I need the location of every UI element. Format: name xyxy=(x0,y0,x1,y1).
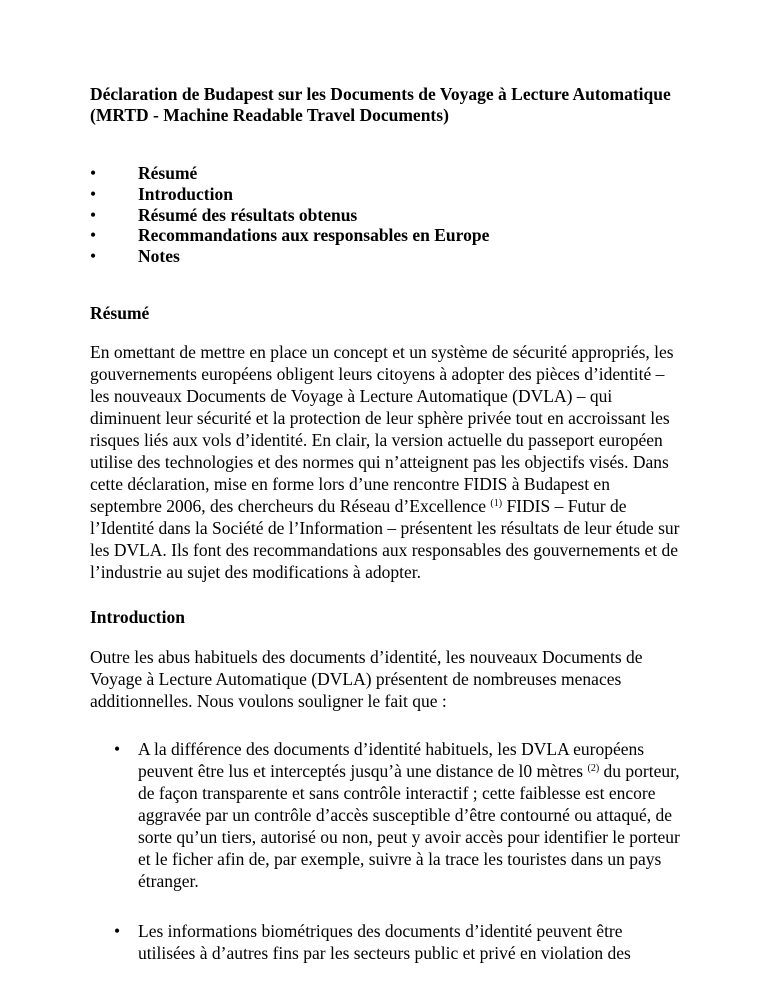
bullet-icon: • xyxy=(114,739,121,759)
threat-list-continued xyxy=(114,920,682,964)
resume-text-continued: FIDIS – Futur de l’Identité dans la Société de l’Information – présentent les résultats de leur étude sur les DVLA. Ils font des recommandations aux responsables des gouvernements et de l’industrie au sujet des modifications à adopter. xyxy=(90,496,680,582)
resume-paragraph xyxy=(90,341,684,583)
list-item-text: A la différence des documents d’identité habituels, les DVLA européens peuvent être lus et interceptés jusqu’à une distance de l0 mètres xyxy=(138,739,645,781)
toc-item-resultats[interactable] xyxy=(90,205,489,226)
toc-label: Résumé xyxy=(138,163,198,183)
toc-label: Résumé des résultats obtenus xyxy=(138,204,358,225)
bullet-icon: • xyxy=(114,921,121,941)
bullet-icon: • xyxy=(90,225,97,246)
resume-text: En omettant de mettre en place un concept et un système de sécurité appropriés, les gouvernements européens obligent leurs citoyens à adopter des pièces d’identité – les nouveaux Documents de Voyage à Lecture Automatique (DVLA) – qui diminuent leur sécurité et la protection de leur sphère privée tout en accroissant les risques liés aux vols d’identité. En clair, la version actuelle du passeport européen utilise des technologies et des normes qui n’atteignent pas les objectifs visés. Dans cette déclaration, mise en forme lors d’une rencontre FIDIS à Budapest en septembre 2006, des chercheurs du Réseau d’Excellence xyxy=(90,342,674,516)
toc-item-resume[interactable] xyxy=(90,163,489,184)
toc-item-notes[interactable] xyxy=(90,246,489,267)
note-marker-1[interactable]: (1) xyxy=(490,498,503,509)
toc-item-recommandations[interactable] xyxy=(90,225,489,246)
threat-list xyxy=(114,738,682,892)
bullet-icon: • xyxy=(90,183,97,204)
note-marker-2[interactable]: (2) xyxy=(587,763,600,774)
bullet-icon: • xyxy=(90,204,97,225)
section-heading-resume: Résumé xyxy=(90,303,150,323)
document-title: Déclaration de Budapest sur les Documents de Voyage à Lecture Automatique (MRTD - Machine Readable Travel Documents) xyxy=(90,84,671,125)
toc-label: Notes xyxy=(138,246,180,267)
list-item xyxy=(114,920,682,964)
toc-item-introduction[interactable] xyxy=(90,184,489,205)
list-item-text: Les informations biométriques des documents d’identité peuvent être utilisées à d’autres fins par les secteurs public et privé en violation des xyxy=(138,921,631,963)
section-heading-introduction: Introduction xyxy=(90,607,185,627)
list-item xyxy=(114,738,682,892)
list-item-text-continued: du porteur, de façon transparente et sans contrôle interactif ; cette faiblesse est encore aggravée par un contrôle d’accès susceptible d’être contourné ou attaqué, de sorte qu’un tiers, autorisé ou non, peut y avoir accès pour identifier le porteur et le ficher afin de, par exemple, suivre à la trace les touristes dans un pays étranger. xyxy=(138,761,680,891)
bullet-icon: • xyxy=(90,163,97,183)
table-of-contents xyxy=(90,163,489,267)
toc-label: Introduction xyxy=(138,183,233,204)
introduction-paragraph: Outre les abus habituels des documents d’identité, les nouveaux Documents de Voyage à Lecture Automatique (DVLA) présentent de nombreuses menaces additionnelles. Nous voulons souligner le fait que : xyxy=(90,647,643,711)
toc-label: Recommandations aux responsables en Europe xyxy=(138,225,490,246)
bullet-icon: • xyxy=(90,246,97,267)
